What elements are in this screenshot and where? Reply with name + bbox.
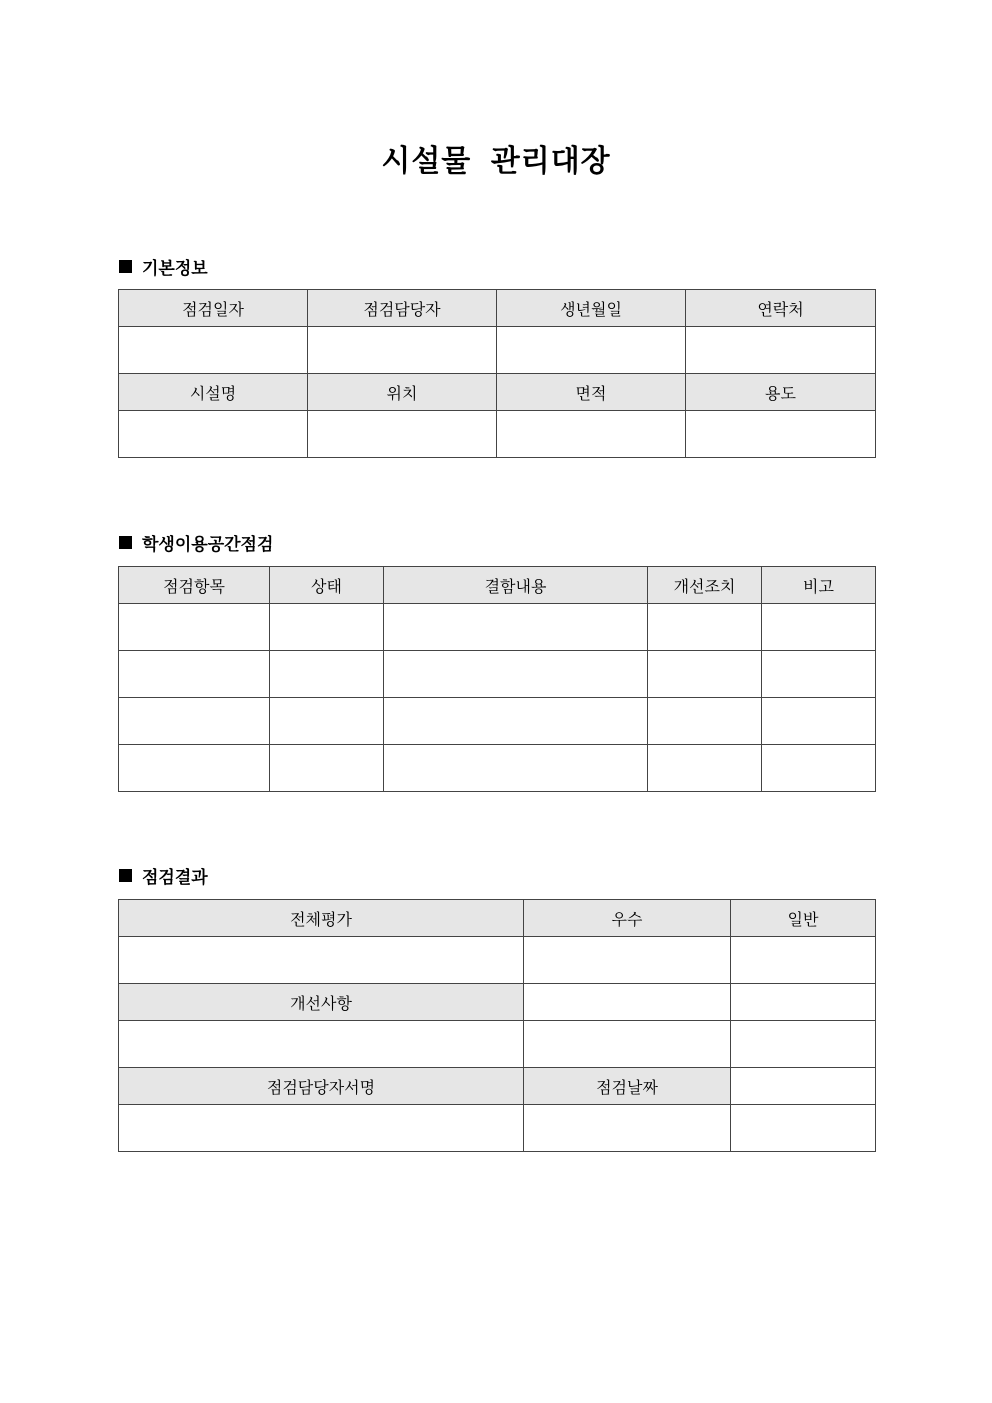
black-square-icon bbox=[119, 260, 132, 273]
date-side-cell[interactable] bbox=[731, 1068, 876, 1105]
table-row bbox=[119, 745, 876, 792]
header-area: 면적 bbox=[497, 374, 686, 411]
corrective-action-cell[interactable] bbox=[648, 651, 762, 698]
remarks-cell[interactable] bbox=[762, 651, 876, 698]
birthdate-cell[interactable] bbox=[497, 327, 686, 374]
header-status: 상태 bbox=[270, 567, 384, 604]
usage-cell[interactable] bbox=[686, 411, 876, 458]
overall-evaluation-cell[interactable] bbox=[119, 937, 524, 984]
table-row bbox=[119, 567, 876, 604]
inspection-item-cell[interactable] bbox=[119, 698, 270, 745]
black-square-icon bbox=[119, 536, 132, 549]
location-cell[interactable] bbox=[308, 411, 497, 458]
inspector-signature-cell[interactable] bbox=[119, 1105, 524, 1152]
header-inspector: 점검담당자 bbox=[308, 290, 497, 327]
black-square-icon bbox=[119, 869, 132, 882]
header-facility-name: 시설명 bbox=[119, 374, 308, 411]
remarks-cell[interactable] bbox=[762, 745, 876, 792]
inspection-result-table bbox=[118, 899, 876, 1152]
header-birthdate: 생년월일 bbox=[497, 290, 686, 327]
corrective-action-cell[interactable] bbox=[648, 604, 762, 651]
header-defect-details: 결함내용 bbox=[384, 567, 648, 604]
date-extra-cell[interactable] bbox=[731, 1105, 876, 1152]
header-normal: 일반 bbox=[731, 900, 876, 937]
inspection-item-cell[interactable] bbox=[119, 604, 270, 651]
header-overall-evaluation: 전체평가 bbox=[119, 900, 524, 937]
header-inspection-date: 점검날짜 bbox=[524, 1068, 731, 1105]
corrective-action-cell[interactable] bbox=[648, 745, 762, 792]
inspection-item-cell[interactable] bbox=[119, 651, 270, 698]
section-heading-inspection-label: 학생이용공간점검 bbox=[142, 535, 274, 555]
student-space-inspection-table bbox=[118, 566, 876, 792]
header-improvements: 개선사항 bbox=[119, 984, 524, 1021]
table-row bbox=[119, 290, 876, 327]
inspection-item-cell[interactable] bbox=[119, 745, 270, 792]
improvements-side-cell[interactable] bbox=[731, 984, 876, 1021]
header-location: 위치 bbox=[308, 374, 497, 411]
header-contact: 연락처 bbox=[686, 290, 876, 327]
defect-details-cell[interactable] bbox=[384, 698, 648, 745]
table-row bbox=[119, 651, 876, 698]
section-heading-inspection bbox=[119, 530, 273, 555]
section-heading-result bbox=[119, 863, 208, 888]
table-row bbox=[119, 327, 876, 374]
normal-cell[interactable] bbox=[731, 937, 876, 984]
remarks-cell[interactable] bbox=[762, 698, 876, 745]
improvements-extra-cell[interactable] bbox=[524, 1021, 731, 1068]
table-row bbox=[119, 374, 876, 411]
improvements-cell[interactable] bbox=[119, 1021, 524, 1068]
table-row bbox=[119, 1021, 876, 1068]
improvements-side-cell[interactable] bbox=[524, 984, 731, 1021]
table-row bbox=[119, 698, 876, 745]
header-excellent: 우수 bbox=[524, 900, 731, 937]
status-cell[interactable] bbox=[270, 604, 384, 651]
inspection-date-cell[interactable] bbox=[524, 1105, 731, 1152]
section-heading-basic-label: 기본정보 bbox=[142, 259, 208, 279]
basic-info-table bbox=[118, 289, 876, 458]
contact-cell[interactable] bbox=[686, 327, 876, 374]
defect-details-cell[interactable] bbox=[384, 651, 648, 698]
table-row bbox=[119, 1105, 876, 1152]
inspection-date-cell[interactable] bbox=[119, 327, 308, 374]
table-row bbox=[119, 984, 876, 1021]
defect-details-cell[interactable] bbox=[384, 745, 648, 792]
status-cell[interactable] bbox=[270, 651, 384, 698]
corrective-action-cell[interactable] bbox=[648, 698, 762, 745]
table-row bbox=[119, 411, 876, 458]
header-corrective-action: 개선조치 bbox=[648, 567, 762, 604]
remarks-cell[interactable] bbox=[762, 604, 876, 651]
status-cell[interactable] bbox=[270, 698, 384, 745]
page-title: 시설물 관리대장 bbox=[381, 144, 611, 179]
header-remarks: 비고 bbox=[762, 567, 876, 604]
table-row bbox=[119, 937, 876, 984]
header-inspector-signature: 점검담당자서명 bbox=[119, 1068, 524, 1105]
header-usage: 용도 bbox=[686, 374, 876, 411]
header-inspection-item: 점검항목 bbox=[119, 567, 270, 604]
improvements-extra-cell[interactable] bbox=[731, 1021, 876, 1068]
facility-name-cell[interactable] bbox=[119, 411, 308, 458]
inspector-cell[interactable] bbox=[308, 327, 497, 374]
table-row bbox=[119, 900, 876, 937]
section-heading-result-label: 점검결과 bbox=[142, 868, 208, 888]
header-inspection-date: 점검일자 bbox=[119, 290, 308, 327]
table-row bbox=[119, 604, 876, 651]
table-row bbox=[119, 1068, 876, 1105]
section-heading-basic bbox=[119, 254, 208, 279]
defect-details-cell[interactable] bbox=[384, 604, 648, 651]
excellent-cell[interactable] bbox=[524, 937, 731, 984]
area-cell[interactable] bbox=[497, 411, 686, 458]
status-cell[interactable] bbox=[270, 745, 384, 792]
